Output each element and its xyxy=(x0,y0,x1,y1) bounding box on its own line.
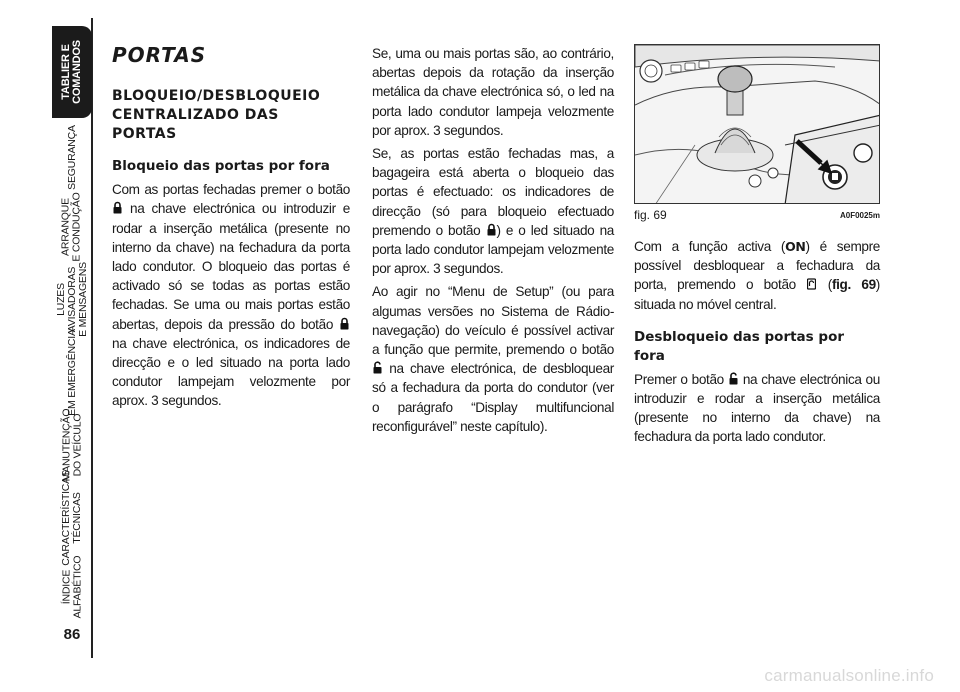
figure-reference: fig. 69 xyxy=(831,277,876,293)
subsection-title: BLOQUEIO/DESBLOQUEIO CENTRALIZADO DAS PORTAS xyxy=(112,88,321,143)
tab-label-line1: LUZES xyxy=(54,282,67,316)
tab-indice-alfabetico[interactable] xyxy=(50,554,94,620)
unlock-icon xyxy=(373,361,382,374)
unlock-button-icon xyxy=(807,277,816,290)
paragraph: Ao agir no “Menu de Setup” (ou para algumas versões no Sistema de Rádio-navegação) do veículo é possível activar a função que permite, premendo o botão na chave electrónica, de desbloquear só a fechadura da porta do condutor (ver o parágrafo “Display multifuncional reconfigurável” neste capítulo). xyxy=(372,284,614,434)
column-1 xyxy=(112,44,350,415)
heading-desbloqueio-por-fora: Desbloqueio das portas por fora xyxy=(634,328,844,364)
watermark: carmanualsonline.info xyxy=(764,666,934,685)
lock-icon xyxy=(340,317,349,330)
tab-label-line2: DO VEÍCULO xyxy=(71,413,84,477)
tab-label-line1: CARACTERÍSTICAS xyxy=(60,470,73,566)
tab-label-line2: COMANDOS xyxy=(71,40,84,104)
page-number: 86 xyxy=(63,626,81,643)
tab-label-line1: TABLIER E xyxy=(60,44,73,100)
column-2 xyxy=(372,44,614,440)
lock-icon xyxy=(113,201,122,214)
tab-arranque-e-conducao[interactable] xyxy=(50,192,94,262)
tab-tablier-e-comandos[interactable] xyxy=(52,26,92,118)
section-title: PORTAS xyxy=(112,43,207,67)
tab-seguranca[interactable] xyxy=(50,122,94,192)
tab-label-line2: AVISADORAS xyxy=(65,266,78,332)
paragraph: Premer o botão na chave electrónica ou introduzir e rodar a inserção metálica (presente no interno da chave) na fechadura da porta lado condutor. xyxy=(634,371,880,445)
tab-label-line2: ALFABÉTICO xyxy=(71,555,83,619)
tab-label-line1: ÍNDICE xyxy=(60,569,72,605)
tab-caracteristicas-tecnicas[interactable] xyxy=(50,470,94,566)
figure-69-center-console xyxy=(634,44,880,204)
chapter-index xyxy=(50,0,94,692)
heading-bloqueio-por-fora: Bloqueio das portas por fora xyxy=(112,158,330,175)
figure-caption: fig. 69 xyxy=(634,208,667,222)
tab-label-line2: TÉCNICAS xyxy=(71,492,84,544)
center-console-illustration xyxy=(635,45,880,204)
tab-luzes-avisadoras[interactable] xyxy=(50,262,94,336)
tab-label-line1: MANUTENÇÃO xyxy=(60,408,73,482)
paragraph: Com as portas fechadas premer o botão na chave electrónica ou introduzir e rodar a inserção metálica (presente no interno da chave) na fechadura da porta lado condutor. O bloqueio das portas é activado só se todas as portas estão fechadas. Se uma ou mais portas estão abertas, depois da pressão do botão na chave electrónica, os indicadores de direcção e o led situado na porta lado condutor lampejam velozmente por aprox. 3 segundos. xyxy=(112,182,350,409)
tab-label-line1: SEGURANÇA xyxy=(65,124,78,190)
lock-icon xyxy=(487,223,496,236)
tab-em-emergencia[interactable] xyxy=(50,328,94,416)
column-3 xyxy=(634,44,880,451)
figure-code: A0F0025m xyxy=(839,211,880,220)
tab-label-line1: EM EMERGÊNCIA xyxy=(65,328,78,416)
unlock-icon xyxy=(729,372,738,385)
paragraph: Se, uma ou mais portas são, ao contrário, abertas depois da rotação da inserção metálica da chave electrónica só, o led na porta lado condutor lampeja velozmente por aprox. 3 segundos. xyxy=(372,46,614,138)
tab-label-line3: E MENSAGENS xyxy=(76,261,89,337)
paragraph: Se, as portas estão fechadas mas, a bagageira está aberta o bloqueio das portas é efectuado: os indicadores de direcção (só para bloqueio efectuado premendo o botão ) e o led situado na porta lado condutor lampejam velozmente por aprox. 3 segundos. xyxy=(372,146,614,277)
tab-label-line1: ARRANQUE xyxy=(60,198,72,256)
on-keyword: ON xyxy=(785,239,806,254)
tab-label-line2: E CONDUÇÃO xyxy=(71,192,83,262)
paragraph: Com a função activa (ON) é sempre possível desbloquear a fechadura da porta, premendo o botão (fig. 69) situada no móvel central. xyxy=(634,239,881,312)
